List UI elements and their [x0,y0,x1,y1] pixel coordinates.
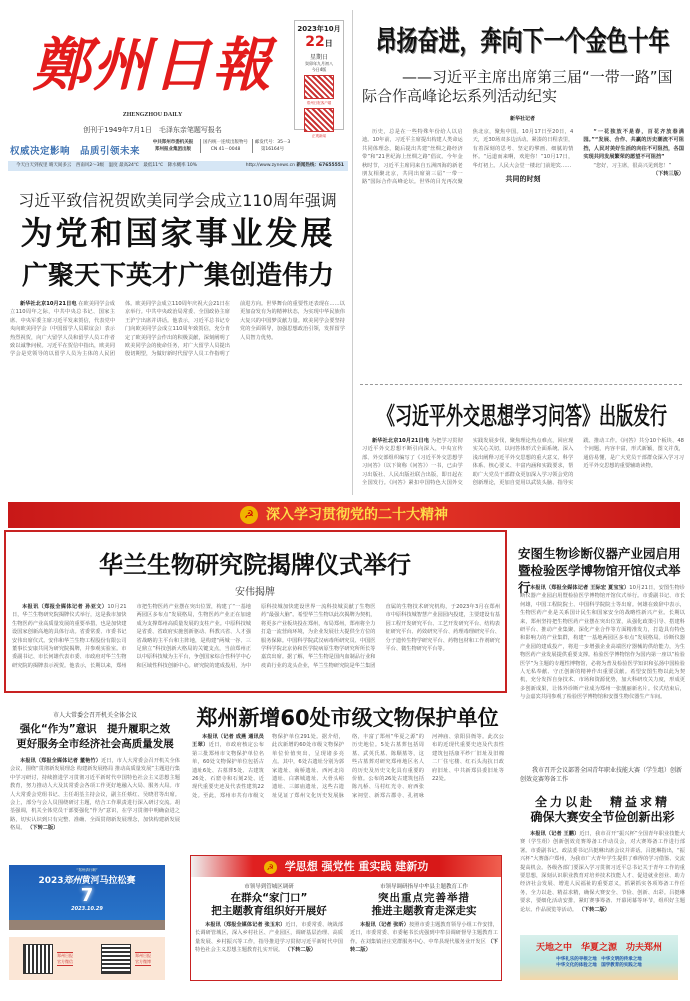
npc-title-line1: 强化“作为”意识 提升履职之效 [19,723,171,735]
issue-number: 第16164号 [260,147,285,152]
antu-text: 10月21日，安图生物诊断仪器产业园启用暨检验医学博物馆开馆仪式举行。市委副书记、市长何雄，中国工程院院士、中国科学院院士等出席。何雄在致辞中表示，生物医药产业是关系国计民生和国家安全的战略性新兴产业。长期以来，郑州坚持把生物医药产业摆在突出位置，从强化政策引导、搭建科研平台、推动产业集聚、深化产业合作等方面精准发力，打造具有特色和影响力的产业集群，构建“一基地两园区多布点”发展格局。诊断仪器产业园的建成投产，将进一步增强企业高端医疗器械的供给能力，为生物医药产业发展提供重要支撑。检验医学博物馆作为国内第一座以“检验医学”为主题的专题性博物馆，必将为普及检验医学知识和弘扬中国检验人无私奉献、守正创新的精神作出重要贡献。希望安图生物以此为契机，充分发挥自身技术、市场和资源优势，加大科研攻关力度，形成更多创新成果，让体外诊断产业成为郑州一张靓丽新名片。仪式结束后，与会嘉宾共同参观了检验医学博物馆和安图生物仪器生产车间。 [520,585,685,701]
theme-banner [8,502,680,528]
tourism-line2: 中华文化的体验之地 国学教育的实践之地 [556,963,642,968]
sponsor: 中共郑州市委机关报 郑州报业集团出版 [152,140,194,152]
body-text: 近日，市委常委、统战部长调研管城区，深入乡村社区、产业园区，调研基层治理、高质量发展、乡村振兴等工作，指导推进学习贯彻习近平新时代中国特色社会主义思想主题教育扎实开展。 [195,922,343,954]
hotline: 新闻热线：67655551 [296,163,344,168]
wechat-qr[interactable] [23,942,73,976]
lead-body [10,300,345,490]
qr-label: 郑州日报客户端 [306,101,332,105]
slogan: 权威决定影响 品质引领未来 [10,146,141,157]
title-line1: 突出重点完善举措 [378,892,470,904]
marathon-logo: 郑州 [63,876,82,886]
dateline: 本报讯（郑报全媒体记者 王际宏 夏宝宝） [530,585,630,591]
relics-body [192,733,504,838]
antu-title: 安图生物诊断仪器产业园启用暨检验医学博物馆开馆仪式举行 [518,546,681,595]
youth-title [520,795,685,825]
party-emblem-icon: ☭ [240,506,258,524]
theme-banner-text: 学思想 强党性 重实践 建新功 [284,860,429,873]
lead-title-line2: 广聚天下英才广集创造伟力 [21,261,334,291]
kicker: 市领导到管城区调研 [244,884,294,890]
feature-section-heading: 共同的时刻 [505,175,541,184]
title-line1: 在群众“家门口” [230,892,308,904]
youth-kicker: 我市召开会议部署全国青年职业技能大赛（学生组）创新创效竞赛筹备工作 [520,767,683,783]
antu-body [520,584,685,754]
youth-body [520,830,685,920]
book-title-wrap [360,396,685,431]
dateline: 本报讯（记者 王鹏） [530,831,580,837]
dateline: 本报讯（郑报全媒体记者 张玉东） [205,922,286,928]
npc-body [10,757,180,850]
marathon-date: 2023.10.29 [71,906,103,912]
continued-note: （下转二版） [284,947,316,954]
theme-left-article [195,880,343,959]
lunar-date: 癸卯年九月初八 [305,61,333,66]
dateline: 本报讯（郑报全媒体记者 孙亚文） [22,604,108,610]
banner-text: 深入学习贯彻党的二十大精神 [266,507,448,523]
main-text: 10月21日，华兰生物研究院揭牌仪式举行，这是我市加快生物医药产业高质量发展的重要举措，也是加快建设国家创新高地的具体行动。省委常委、市委书记安伟出席仪式。安伟和华兰生物工程股份有限公司董事长安康共同为研究院揭牌，并参观实验室。市委副书记、市长何雄代表市委、市政府对华兰生物研究院的揭牌表示祝贺。他表示，长期以来，郑州市把生物医药产业摆在突出位置，构建了“一基地两园区多布点”发展格局，生物医药产业正在加速成为支撑郑州高质量发展的支柱产业。中原科技城是省委、省政府实施创新驱动、科教兴省、人才强省战略的主平台和主阵地，是构建“两城一谷、三足鼎立”科技创新大格局的关键支点，当前郑州正以中原科技城为主平台，争创国家综合性科学中心和区域性科技创新中心。研究院的建成投用，为中原科技城加快建设世界一流科技城贡献了生物医药“最强大脑”。希望华兰生物以此次揭牌为契机，将更多产业板块投在郑州，布局郑州，郑州将全力打造一流营商环境，为企业发展壮大提供全方位的服务保障。中国科学院武汉病毒所研究员、中国医学科学院北京协和医学院病原生物学研究所所长等嘉宾出席。据了解，华兰生物是国内血制品行业和疫苗行业的龙头企业，华兰生物研究院是华兰集团直属的生物技术研究机构，于2023年3月在郑州市中原科技城智慧产业园园内投建，主要建设有基因工程开发研究平台、工艺开发研究平台、结构表征研究平台、药效研究平台、药理毒理研究平台、分子遗传生物学研究平台、药物包材和工作剂研究平台、微生物研究平台等。 [12,604,500,669]
feature-body [362,128,684,373]
tourism-ad[interactable] [520,935,678,980]
marathon-year: 2023 [38,876,64,886]
lead-kicker: 习近平致信祝贺欧美同学会成立110周年强调 [18,191,337,210]
npc-kicker: 市人大常委会召开机关全体会议 [52,712,137,719]
divider [360,384,682,385]
newspaper-logo: 鄭州日報 [32,31,273,99]
weibo-label: 郑州日报 官方微博 [135,952,151,964]
title-line2: 把主题教育组织好开展好 [211,905,327,917]
feature-subtitle: ——习近平主席出席第三届“一带一路”国际合作高峰论坛系列活动纪实 [362,68,673,105]
feature-text: 历史，总是在一些特殊年份给人以启迪。10年前，习近平主席提出构建人类命运共同体理念，随后提出共建“丝绸之路经济带”和“21世纪海上丝绸之路”倡议。今年金秋时节，习近平主席同来自五洲四海的新老朋友相聚北京，共同出席第三届“一带一路”国际合作高峰论坛。世界的目光再次聚焦北京，聚焦中国。10月17日至20日，4天，近30场双多边活动。紧凑的日程表里，有着深刻的思考、坚定的擘画、细腻的情怀。“远道而来啊，欢迎你！”10月17日，华灯初上。人民大会堂一楼北门前迎宾…… [362,129,574,186]
skyline-decoration [9,920,165,930]
website-link[interactable]: http://www.zynews.cn [245,163,295,168]
body-text: 按照市委主题教育领导小组工作安排，近日，市委常委、市委秘书长虎强到中牟县调研督导主题教育工作。在刘集镇泾庄党群服务中心、中牟县现代服务业开发区 [350,922,498,945]
continued-note: （下转三版） [652,171,684,178]
post-code [252,139,292,153]
party-emblem-icon: ☭ [264,861,277,874]
theme-box-banner [191,856,501,877]
npc-title [8,722,182,752]
youth-title-line1: 全力以赴 精益求精 [534,795,670,809]
cn-label: 国内统一连续出版物号 [203,140,248,145]
qr-code-app[interactable] [304,75,334,99]
marathon-tag: “郑州请行啊” [76,868,98,872]
weather-bar [8,161,348,171]
book-title: 《习近平外交思想学习问答》出版发行 [378,403,667,431]
tourism-title: 天地之中 华夏之源 功夫郑州 [535,943,662,953]
qr-code-news[interactable] [304,108,334,132]
kicker: 市领导调研指导中牟县主题教育工作 [379,884,468,890]
feature-quote2: “您好，习主席，很高兴见到您！” [593,162,672,169]
logo-english: ZHENGZHOU DAILY [122,112,183,118]
dateline: 本报讯（记者 成燕 通讯员 王翠） [192,734,264,749]
youth-text: 近日，我市召开“振兴杯”全国青年职业技能大赛（学生组）创新创效竞赛筹备工作动员会，对大赛筹备工作进行部署。市委副书记、政法委书记吕挺琳出席会议并讲话。吕挺琳指出，“振兴杯”大赛落户郑州，为我市广大青年学生提供了难得的学习借鉴、交流提高机会。各级各部门要深入学习贯彻习近平总书记关于青年工作的重要思想，深刻认识职业教育对培养技术技能人才、促进就业创业、助力经济社会发展、增进人民福祉的重要意义，抓紧抓实各项筹备工作任务，全力以赴、精益求精，确保大赛安全、节俭、创新、出彩。吕挺琳要求，要细化活动安排，紧盯赛事筹备、开幕闭幕等环节，组织好主题论坛、作品展览等活动。 [520,831,685,913]
post-label: 邮发代号：35－3 [254,140,291,145]
youth-title-line2: 确保大赛安全节俭创新出彩 [530,810,675,824]
marathon-title: 黄河马拉松赛 [81,876,136,886]
dateline: 本报讯（记者 张昕） [360,922,409,928]
countdown-number: 7 [80,885,94,906]
date-day: 22 [305,34,325,50]
book-body [362,437,684,495]
page-count: 今日4版 [311,67,327,72]
founding-note: 创刊于1949年7月1日 毛泽东亲笔题写报名 [83,126,222,134]
main-subtitle: 安伟揭牌 [235,587,275,598]
cn-value: CN 41－0048 [210,147,241,152]
tourism-line1: 中华礼乐的寻根之地 中华文明的传承之地 [556,957,642,962]
theme-right-article [350,880,498,959]
date-year-month: 2023年10月 [297,25,341,33]
continued-note: （下转二版） [350,938,498,954]
feature-title: 昂扬奋进，奔向下一个金色十年 [375,25,670,57]
relics-text: 近日，市政府核定公布第三批郑州市文物保护单位名单，60处文物保护单位包括古遗址6处、古墓葬5处、古建筑26处、石窟寺和石刻2处、近现代重要史迹及代表性建筑22处。至此，郑州市共有市级文物保护单位291处。据介绍，此次新增的60处市级文物保护单位价值突出，呈现诸多亮点。其中，6处古遗址分别为郭家遗址、商桥遗址、西河北岗遗址、白寨城遗址、大骨头峪遗址、三郎庙遗址，这些古遗址见证了郑州文化历史发展脉络，丰富了郑州“华夏之源”的历史地位。5处古墓葬包括周墓、武英氏墓、陈顺墓等，这些古墓葬对研究郑州地区名人的历史及历史文化具有重要的价值。公布的26处古建筑包括陈凡桥、马村红光寺、府西张家祠堂、新郑古郡寺、孔初咏河神庙、荥阳县衙等。此次公布的近现代重要史迹及代表性建筑包括康平纱厂旧址及旧棉二厂住宅楼、红石头沟抗日政府旧址、中共新郑县委旧址等22处。 [192,734,504,799]
weekday: 星期日 [309,54,328,61]
date-box [294,20,344,138]
date-day-suffix: 日 [324,39,333,48]
marathon-ad[interactable] [9,865,165,930]
lead-text: 在欧美同学会成立110周年之际，中共中央总书记、国家主席、中央军委主席习近平发来贺信，代表党中央向欧美同学会（中国留学人员联谊会）表示热烈祝贺，向广大留学人员和留学人员工作者致以诚挚问候。习近平在贺信中指出，欧美同学会是党领导的以留学人员为主体的人民团体。欧美同学会成立110周年庆祝大会21日在京举行。中共中央政治局常委、全国政协主席王沪宁出席并讲话。他表示，习近平总书记专门向欧美同学会成立110周年致贺信，充分肯定了欧美同学会作出的积极贡献，深刻阐明了欧美同学会的使命任务，对广大留学人员提出殷切期望，为做好新时代留学人员工作指明了前进方向。世界舞台的重要性还表现在……以更加奋发有为的精神状态，为实现中华民族伟大复兴的中国梦贡献力量。欧美同学会要坚持党的全面领导，加强思想政治引领，发挥留学人员智力优势。 [10,301,345,358]
cn-number [200,139,250,153]
continued-note: （下转二版） [578,906,610,913]
npc-title-line2: 更好服务全市经济社会高质量发展 [16,738,174,750]
dateline: 新华社北京10月21日电 [20,301,77,307]
column-divider [352,10,353,495]
relics-title: 郑州新增60处市级文物保护单位 [196,706,499,730]
weibo-qr[interactable] [101,942,151,976]
social-strip [9,937,165,980]
qr-label: 正观新闻 [312,134,326,138]
main-title: 华兰生物研究院揭牌仪式举行 [99,551,411,579]
feature-quote: “一花独放不是春，百花齐放春满园。”“发展、合作、共赢的历史潮流不可阻挡，人民对美好生活的向往不可阻挡，各国实现共同发展繁荣的愿望不可阻挡” [583,129,684,161]
dateline: 新华社北京10月21日电 [372,438,430,444]
feature-title-wrap [360,20,685,57]
npc-text: 近日，市人大常委会召开机关全体会议，围绕“贯彻新发展理念 构建新发展格局 推动高质量发展”主题进行集中学习研讨，持续推进学习贯彻习近平新时代中国特色社会主义思想主题教育，努力推动人大及其常委会各项工作更好地融入大局、服务大局。市人大常委会党组书记、主任胡荃主持会议，副主任蔡红、吴晓君等出席。会上，部分与会人员围绕研讨主题，结合工作职责进行深入研讨交流。胡荃强调，机关全体党员干部要强化“作为”意识，在学习贯彻中明确奋进之路，切实认识到只有完整、准确、全面贯彻新发展理念，加快构建新发展格局。 [10,758,180,832]
weather-text: 今天白天到夜里 晴天间多云 西南风2～3级 温度 最高24℃ 最低11℃ 降水概率 10% [16,163,198,168]
dateline: 本报讯（郑报全媒体记者 董艳竹） [20,758,101,764]
title-line2: 推进主题教育走深走实 [371,905,477,917]
continued-note: （下转二版） [27,825,59,832]
book-text: 为把学习贯彻习近平外交思想不断引向深入，中央宣传部、外交部组织编写了《习近平外交思想学习问答》（以下简称《问答》）一书，已由学习出版社、人民出版社联合出版，即日起在全国发行。《问答》紧扣中国特色大国外交实践发展步伐，聚焦理论热点难点，回应现实关心关切，以问答体形式全面系统、深入浅出阐释习近平外交思想的重大意义、科学体系、核心要义、丰富内涵和实践要求，帮助广大党员干部群众更加深入学习领会党的创新理论，更加自觉用以武装头脑、指导实践、推动工作。《问答》共分10个板块、48个问题，内容丰富，形式新颖，图文并茂，通俗易懂，是广大党员干部群众深入学习习近平外交思想的重要辅助读物。 [362,438,684,487]
main-body [12,603,500,687]
feature-byline: 新华社记者 [509,116,535,122]
lead-title-line1: 为党和国家事业发展 [20,214,336,252]
wechat-label: 郑州日报 官方微信 [57,952,73,964]
